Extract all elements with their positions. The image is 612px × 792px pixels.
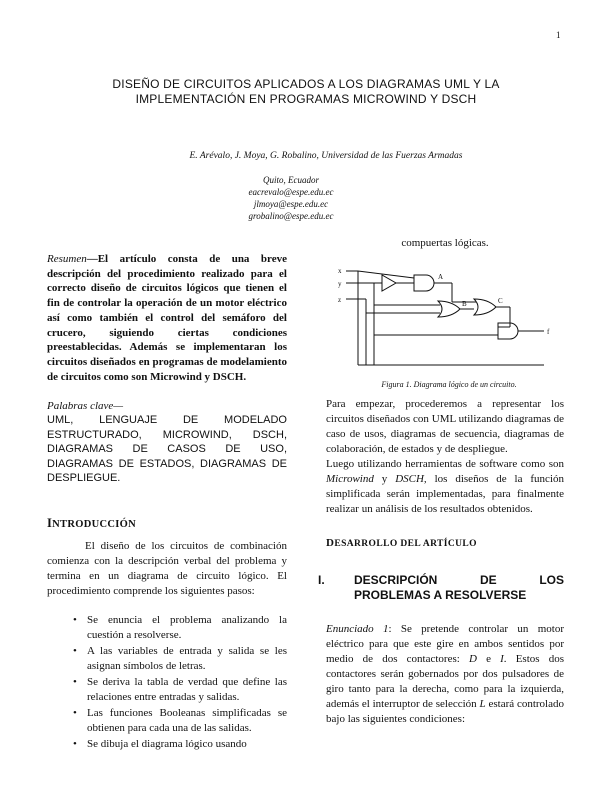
enunciado-var-d: D	[468, 653, 477, 665]
list-item-text: A las variables de entrada y salida se les asignan símbolos de letras.	[87, 644, 287, 672]
title-line-1: DISEÑO DE CIRCUITOS APLICADOS A LOS DIAGRAMAS UML Y LA	[112, 77, 500, 91]
enunciado-label: Enunciado 1	[326, 623, 389, 635]
gate-label-c: C	[498, 297, 503, 305]
email-2: jlmoya@espe.edu.ec	[253, 199, 329, 209]
steps-list	[47, 613, 287, 752]
continuation-text: compuertas lógicas.	[401, 237, 489, 249]
input-label-y: y	[338, 280, 342, 288]
enunciado-text-c: estará controlado bajo las siguientes condiciones:	[326, 698, 564, 725]
section-heading-introduccion	[47, 516, 287, 531]
output-label-f: f	[547, 328, 550, 336]
keywords	[47, 399, 287, 486]
affiliation	[220, 174, 362, 222]
or-gate-b	[438, 301, 460, 317]
heading-initial: I	[47, 515, 53, 530]
para2-text-b: los diseños de la función simplificada serán implementadas, para finalmente realizar un análisis de los resultados obtenidos.	[326, 473, 565, 515]
list-item-text: Se deriva la tabla de verdad que define las relaciones entre entradas y salidas.	[87, 675, 287, 703]
paragraph-para1: Para empezar, procederemos a representar los circuitos diseñados con UML utilizando diagramas de caso de usos, diagramas de secuencia, diagramas de colaboración, de estados y de despliegue.	[326, 398, 564, 455]
input-label-z: z	[338, 296, 342, 304]
list-item	[47, 613, 287, 643]
list-item-text: Las funciones Booleanas simplificadas se obtienen para cada una de las salidas.	[87, 706, 287, 734]
abstract	[47, 252, 287, 384]
paragraph-para2	[326, 457, 564, 517]
input-label-x: x	[338, 267, 342, 275]
heading-descripcion	[318, 573, 564, 588]
list-item	[47, 644, 287, 674]
email-3: grobalino@espe.edu.ec	[248, 211, 334, 221]
figure-caption: Figura 1. Diagrama lógico de un circuito.	[381, 380, 517, 389]
section-heading-desarrollo	[326, 537, 564, 549]
heading-line-1: DESCRIPCIÓN DE LOS	[354, 573, 564, 587]
title-line-2: IMPLEMENTACIÓN EN PROGRAMAS MICROWIND Y DSCH	[135, 92, 477, 106]
list-item-text: Se enuncia el problema analizando la cuestión a resolverse.	[87, 613, 287, 641]
list-item-text: Se dibuja el diagrama lógico usando	[87, 737, 247, 750]
logic-diagram-figure	[334, 261, 564, 389]
para2-text-a: Luego utilizando herramientas de software como son	[326, 458, 564, 470]
enunciado-var-l: L	[479, 698, 486, 710]
authors: E. Arévalo, J. Moya, G. Robalino, Universidad de las Fuerzas Armadas	[189, 151, 463, 161]
list-item	[47, 737, 287, 752]
or-gate-c	[474, 299, 496, 315]
paper-title	[60, 77, 552, 107]
para2-microwind: Microwind	[326, 473, 374, 485]
heading-rest: ESARROLLO DEL ARTÍCULO	[334, 539, 477, 549]
keywords-label: Palabras clave—	[47, 400, 124, 413]
bullet-icon: •	[73, 644, 77, 657]
heading-line-2: PROBLEMAS A RESOLVERSE	[354, 588, 527, 602]
enunciado-text-b: . Estos dos contactores serán gobernados por dos pulsadores de giro tanto para la derecha, como para la izquierda, además el interruptor de selección	[326, 653, 564, 710]
email-1: eacrevalo@espe.edu.ec	[248, 187, 334, 197]
enunciado-text-a: : Se pretende controlar un motor eléctrico para que este gire en ambos sentidos por medio de dos contactores:	[326, 623, 564, 665]
gate-label-b: B	[462, 300, 467, 308]
para2-text-y: y	[373, 473, 396, 485]
abstract-text: —El artículo consta de una breve descripción del procedimiento realizado para el correcto diseño de circuitos lógicos que tienen el fin de controlar la operación de un motor eléctrico así como también el control del semáforo del crucero, siguiendo ciertas condiciones preestablecidas. Además se implementaran los circuitos diseñados en programas de modelamiento de circuitos como son Microwind y DSCH.	[47, 253, 287, 383]
logic-diagram	[334, 261, 558, 369]
heading-rest: NTRODUCCIÓN	[52, 518, 136, 530]
buffer-gate	[382, 275, 396, 291]
abstract-label: Resumen	[47, 253, 87, 265]
and-gate-a	[414, 275, 434, 291]
affiliation-city: Quito, Ecuador	[263, 175, 319, 185]
enunciado-var-i: I	[500, 653, 504, 665]
keywords-text: UML, LENGUAJE DE MODELADO ESTRUCTURADO, MICROWIND, DSCH, DIAGRAMAS DE CASOS DE USO, DIAGRAMAS DE ESTADOS, DIAGRAMAS DE DESPLIEGUE.	[47, 414, 287, 485]
para2-dsch: DSCH,	[395, 473, 427, 485]
bullet-icon: •	[73, 613, 77, 626]
bullet-icon: •	[73, 706, 77, 719]
heading-initial: D	[326, 537, 335, 549]
right-column	[318, 236, 565, 727]
intro-paragraph: El diseño de los circuitos de combinación comienza con la descripción verbal del problema y termina en un diagrama de circuito lógico. El procedimiento comprende los siguientes pasos:	[47, 539, 287, 597]
gate-label-a: A	[438, 273, 444, 281]
enunciado-text-e: e	[476, 653, 501, 665]
heading-number: I.	[318, 573, 325, 587]
bullet-icon: •	[73, 675, 77, 688]
list-item	[47, 675, 287, 705]
and-gate-final	[498, 323, 518, 339]
page-number: 1	[556, 30, 561, 40]
bullet-icon: •	[73, 737, 77, 750]
left-column	[47, 252, 287, 753]
enunciado-paragraph	[326, 622, 564, 727]
list-item	[47, 706, 287, 736]
